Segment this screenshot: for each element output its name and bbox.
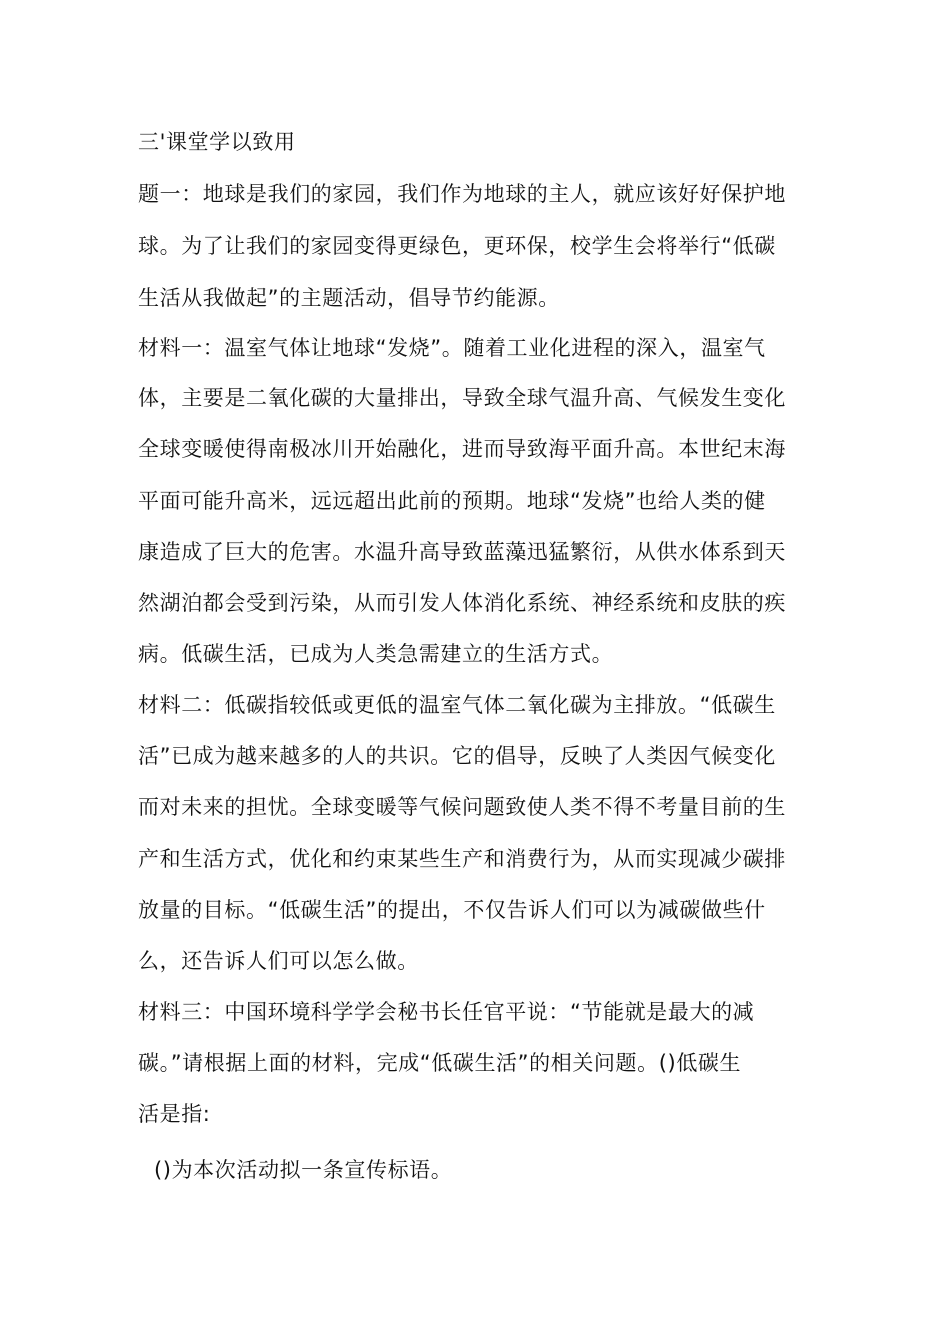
text-line: 全球变暖使得南极冰川开始融化，进而导致海平面升高。本世纪末海 — [138, 437, 786, 461]
text-line: 题一：地球是我们的家园，我们作为地球的主人，就应该好好保护地 — [138, 182, 786, 206]
text-line: 么，还告诉人们可以怎么做。 — [138, 949, 419, 973]
text-line: 碳。”请根据上面的材料，完成“低碳生活”的相关问题。()低碳生 — [138, 1051, 742, 1075]
text-line: 产和生活方式，优化和约束某些生产和消费行为，从而实现减少碳排 — [138, 847, 786, 871]
text-line: 康造成了巨大的危害。水温升高导致蓝藻迅猛繁衍，从供水体系到天 — [138, 540, 786, 564]
question-line: ()为本次活动拟一条宣传标语。 — [154, 1158, 453, 1182]
text-line: 体，主要是二氧化碳的大量排出，导致全球气温升高、气候发生变化 — [138, 386, 786, 410]
text-line: 平面可能升高米，远远超出此前的预期。地球“发烧”也给人类的健 — [138, 489, 766, 513]
text-line: 然湖泊都会受到污染，从而引发人体消化系统、神经系统和皮肤的疾 — [138, 591, 786, 615]
text-line: 而对未来的担忧。全球变暖等气候问题致使人类不得不考量目前的生 — [138, 795, 786, 819]
section-heading: 三'课堂学以致用 — [138, 130, 296, 154]
text-line: 活”已成为越来越多的人的共识。它的倡导，反映了人类因气候变化 — [138, 744, 776, 768]
text-line: 材料三：中国环境科学学会秘书长任官平说：“节能就是最大的减 — [138, 1000, 755, 1024]
text-line: 活是指: — [138, 1102, 211, 1126]
text-line: 材料一：温室气体让地球“发烧”。随着工业化进程的深入，温室气 — [138, 336, 766, 360]
text-line: 球。为了让我们的家园变得更绿色，更环保，校学生会将举行“低碳 — [138, 234, 776, 258]
text-line: 放量的目标。“低碳生活”的提出，不仅告诉人们可以为减碳做些什 — [138, 898, 766, 922]
text-line: 病。低碳生活，已成为人类急需建立的生活方式。 — [138, 642, 614, 666]
text-line: 材料二：低碳指较低或更低的温室气体二氧化碳为主排放。“低碳生 — [138, 693, 776, 717]
text-line: 生活从我做起”的主题活动，倡导节约能源。 — [138, 286, 560, 310]
